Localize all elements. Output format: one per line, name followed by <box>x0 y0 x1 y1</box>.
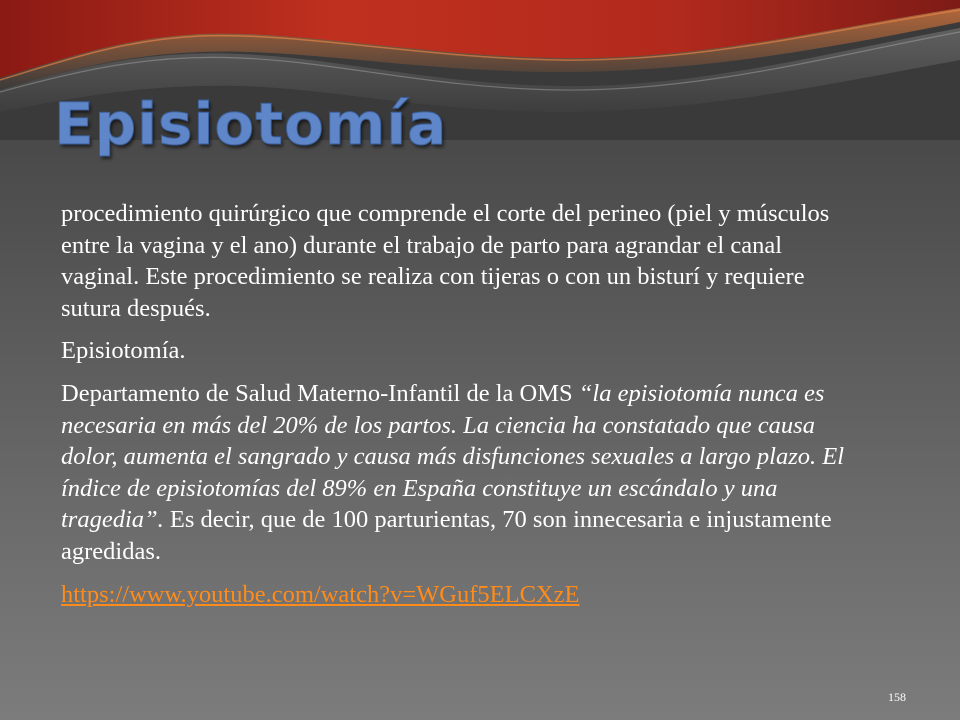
page-number: 158 <box>888 690 906 704</box>
slide-body <box>61 198 861 621</box>
oms-quote-text: “la episiotomía nunca es necesaria en más del 20% de los partos. La ciencia ha constatado que causa dolor, aumenta el sangrado y causa más disfunciones sexuales a largo plazo. El índice de episiotomías del 89% en España constituye un escándalo y una tragedia”. <box>61 379 845 534</box>
oms-tail-text: Es decir, que de 100 parturientas, 70 son innecesaria e injustamente agredidas. <box>61 506 832 565</box>
oms-intro-text: Departamento de Salud Materno-Infantil de la OMS <box>61 379 579 407</box>
definition-paragraph: procedimiento quirúrgico que comprende el corte del perineo (piel y músculos entre la vagina y el ano) durante el trabajo de parto para agrandar el canal vaginal. Este procedimiento se realiza con tijeras o con un bisturí y requiere sutura después. <box>61 200 830 322</box>
episiotomy-heading-repeat: Episiotomía. <box>61 337 186 365</box>
link-paragraph <box>61 579 861 611</box>
oms-quote-paragraph <box>61 378 861 568</box>
slide-title: Episiotomía <box>54 90 448 158</box>
youtube-link[interactable]: https://www.youtube.com/watch?v=WGuf5ELCXzE <box>61 580 580 608</box>
